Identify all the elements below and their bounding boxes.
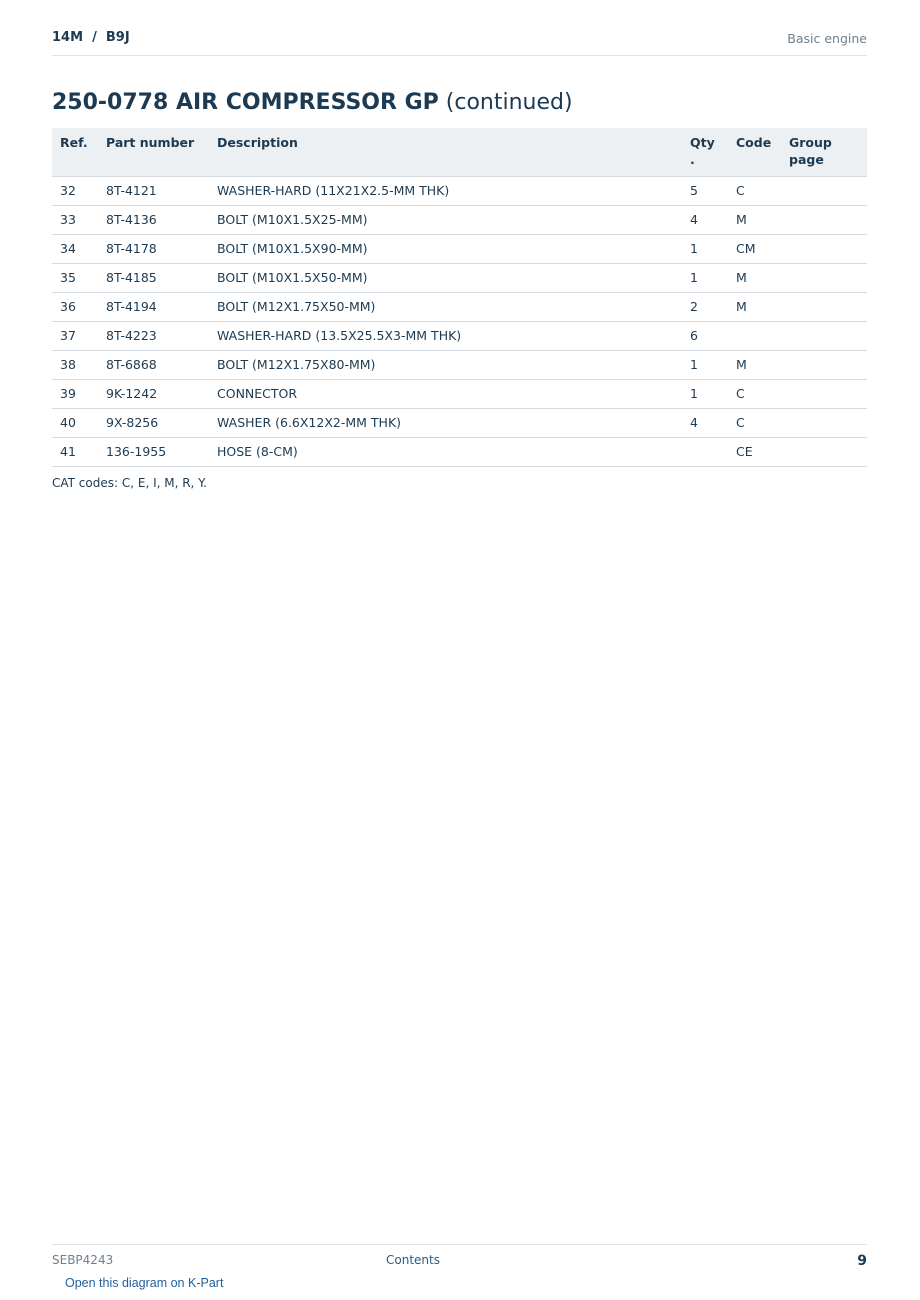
cell-description: BOLT (M10X1.5X25-MM) xyxy=(209,206,682,235)
cell-part-number: 8T-4178 xyxy=(98,235,209,264)
cell-code: CE xyxy=(728,438,781,467)
cell-group-page xyxy=(781,409,867,438)
cell-qty xyxy=(682,438,728,467)
cell-group-page xyxy=(781,264,867,293)
cell-code: CM xyxy=(728,235,781,264)
table-row xyxy=(52,264,867,293)
cell-qty: 4 xyxy=(682,409,728,438)
cell-part-number: 8T-4223 xyxy=(98,322,209,351)
cell-description: WASHER-HARD (13.5X25.5X3-MM THK) xyxy=(209,322,682,351)
cell-description: WASHER-HARD (11X21X2.5-MM THK) xyxy=(209,177,682,206)
page-title-main: 250-0778 AIR COMPRESSOR GP xyxy=(52,90,439,115)
cell-code: M xyxy=(728,351,781,380)
cat-codes-note: CAT codes: C, E, I, M, R, Y. xyxy=(52,476,207,490)
cell-ref: 38 xyxy=(52,351,98,380)
table-row xyxy=(52,380,867,409)
cell-qty: 5 xyxy=(682,177,728,206)
cell-qty: 1 xyxy=(682,264,728,293)
cell-qty: 1 xyxy=(682,235,728,264)
cell-group-page xyxy=(781,177,867,206)
cell-qty: 6 xyxy=(682,322,728,351)
cell-qty: 2 xyxy=(682,293,728,322)
table-row xyxy=(52,438,867,467)
cell-qty: 1 xyxy=(682,351,728,380)
table-row xyxy=(52,206,867,235)
cell-description: CONNECTOR xyxy=(209,380,682,409)
cell-code: M xyxy=(728,206,781,235)
cell-ref: 36 xyxy=(52,293,98,322)
page-footer xyxy=(52,1244,867,1275)
cell-description: BOLT (M10X1.5X90-MM) xyxy=(209,235,682,264)
cell-description: HOSE (8-CM) xyxy=(209,438,682,467)
cell-code: C xyxy=(728,177,781,206)
document-id: SEBP4243 xyxy=(52,1253,114,1267)
cell-code: C xyxy=(728,409,781,438)
cell-description: BOLT (M12X1.75X80-MM) xyxy=(209,351,682,380)
cell-qty: 1 xyxy=(682,380,728,409)
cell-ref: 39 xyxy=(52,380,98,409)
cell-group-page xyxy=(781,293,867,322)
cell-ref: 34 xyxy=(52,235,98,264)
cell-group-page xyxy=(781,322,867,351)
column-header-group-page: Group page xyxy=(781,128,867,177)
cell-part-number: 9X-8256 xyxy=(98,409,209,438)
table-row xyxy=(52,351,867,380)
column-header-code: Code xyxy=(728,128,781,177)
cell-code: M xyxy=(728,264,781,293)
header-row xyxy=(52,128,867,177)
cell-part-number: 8T-4185 xyxy=(98,264,209,293)
cell-part-number: 8T-4121 xyxy=(98,177,209,206)
cell-ref: 40 xyxy=(52,409,98,438)
page-number: 9 xyxy=(857,1253,867,1269)
cell-part-number: 9K-1242 xyxy=(98,380,209,409)
cell-group-page xyxy=(781,351,867,380)
open-kpart-link[interactable]: Open this diagram on K-Part xyxy=(65,1276,224,1290)
cell-description: BOLT (M12X1.75X50-MM) xyxy=(209,293,682,322)
cell-code xyxy=(728,322,781,351)
cell-ref: 35 xyxy=(52,264,98,293)
column-header-part-number: Part number xyxy=(98,128,209,177)
cell-ref: 32 xyxy=(52,177,98,206)
column-header-description: Description xyxy=(209,128,682,177)
cell-qty: 4 xyxy=(682,206,728,235)
parts-table-header xyxy=(52,128,867,177)
table-row xyxy=(52,177,867,206)
cell-group-page xyxy=(781,206,867,235)
cell-part-number: 8T-6868 xyxy=(98,351,209,380)
cell-code: C xyxy=(728,380,781,409)
breadcrumb: 14M / B9J xyxy=(52,30,130,45)
page-title-suffix: (continued) xyxy=(445,90,573,115)
section-name: Basic engine xyxy=(787,31,867,46)
cell-ref: 33 xyxy=(52,206,98,235)
cell-description: BOLT (M10X1.5X50-MM) xyxy=(209,264,682,293)
page-title xyxy=(52,89,573,117)
parts-table xyxy=(52,128,867,467)
parts-table-body xyxy=(52,177,867,467)
cell-ref: 37 xyxy=(52,322,98,351)
table-row xyxy=(52,409,867,438)
cell-group-page xyxy=(781,438,867,467)
cell-part-number: 8T-4136 xyxy=(98,206,209,235)
contents-link[interactable]: Contents xyxy=(386,1253,440,1267)
page-header xyxy=(52,29,867,56)
column-header-ref: Ref. xyxy=(52,128,98,177)
cell-ref: 41 xyxy=(52,438,98,467)
column-header-qty: Qty . xyxy=(682,128,728,177)
cell-group-page xyxy=(781,380,867,409)
table-row xyxy=(52,293,867,322)
cell-description: WASHER (6.6X12X2-MM THK) xyxy=(209,409,682,438)
cell-code: M xyxy=(728,293,781,322)
table-row xyxy=(52,322,867,351)
cell-part-number: 136-1955 xyxy=(98,438,209,467)
cell-part-number: 8T-4194 xyxy=(98,293,209,322)
cell-group-page xyxy=(781,235,867,264)
table-row xyxy=(52,235,867,264)
